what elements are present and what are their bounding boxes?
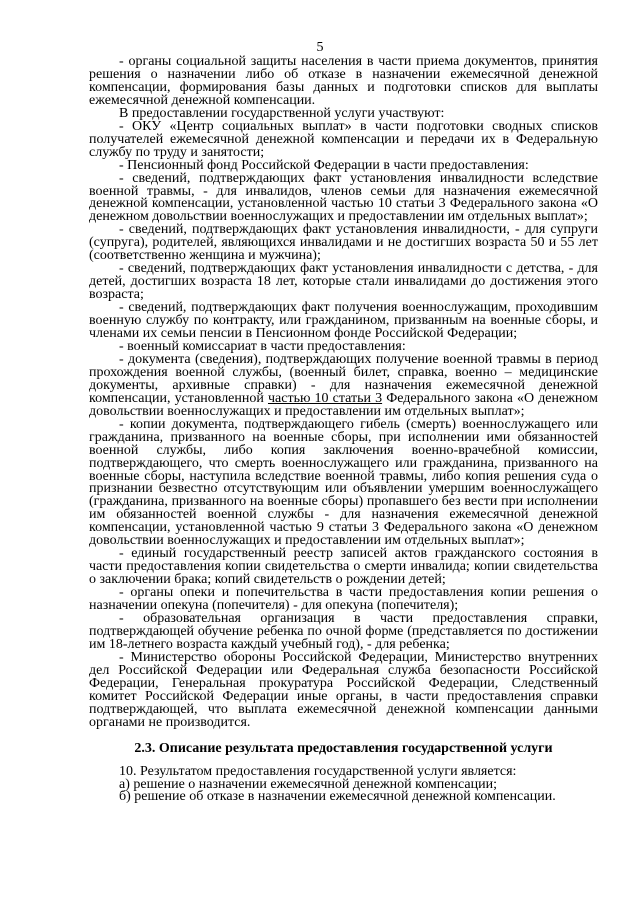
paragraph-guardianship-bodies: - органы опеки и попечительства в части предоставления копии решения о назначении опекуна (попечителя) - для опекуна (попечителя); xyxy=(89,585,598,614)
paragraph-social-payments-center: - ОКУ «Центр социальных выплат» в части подготовки сводных списков получателей ежемесячной денежной компенсации и передачи их в Федеральную службу по труду и занятости; xyxy=(89,118,598,160)
paragraph-military-trauma-documents xyxy=(89,351,598,419)
paragraph-civil-registry: - единый государственный реестр записей актов гражданского состояния в части предоставления копии свидетельства о смерти инвалида; копии свидетельства о заключении брака; копий свидетельств о рождении детей; xyxy=(89,546,598,588)
paragraph-result-intro: 10. Результатом предоставления государственной услуги является: xyxy=(119,763,517,779)
paragraph-educational-organization: - образовательная организация в части предоставления справки, подтверждающей обучение ребенка по очной форме (представляется по достижении им 18-летнего возраста каждый учебный год), - для ребенка; xyxy=(89,610,598,652)
paragraph-military-trauma-text-end: Федерального закона «О денежном довольствии военнослужащих и предоставлении им отдельных выплат»; xyxy=(89,390,598,419)
paragraph-disability-military-trauma: - сведений, подтверждающих факт установления инвалидности вследствие военной травмы, - для инвалидов, членов семьи для назначения ежемесячной денежной компенсации, установленной частью 10 статьи 3 Федерального закона «О денежном довольствии военнослужащих и предоставлении им отдельных выплат»; xyxy=(89,170,598,225)
paragraph-result-a: а) решение о назначении ежемесячной денежной компенсации; xyxy=(119,776,497,792)
paragraph-result-b: б) решение об отказе в назначении ежемесячной денежной компенсации. xyxy=(119,789,556,805)
paragraph-pension-fund: - Пенсионный фонд Российской Федерации в части предоставления: xyxy=(119,157,529,173)
page-number: 5 xyxy=(316,40,324,55)
law-part-10-article-3-link[interactable]: частью 10 статьи 3 xyxy=(267,390,383,406)
paragraph-death-documents: - копии документа, подтверждающего гибель (смерть) военнослужащего или гражданина, призванного на военные сборы, при исполнении ими обязанностей военной службы, либо копия заключения военно-врачебной комиссии, подтверждающего, что смерть военнослужащего или гражданина, призванного на военные сборы, наступила вследствие военной травмы, либо копия решения суда о признании безвестно отсутствующим или объявлении умершим военнослужащего (гражданина, призванного на военные сборы) пропавшего без вести при исполнении им обязанностей военной службы - для назначения ежемесячной денежной компенсации, установленной частью 9 статьи 3 Федерального закона «О денежном довольствии военнослужащих и предоставлении им отдельных выплат»; xyxy=(89,416,598,549)
paragraph-disability-children: - сведений, подтверждающих факт установления инвалидности с детства, - для детей, достигших возраста 18 лет, которые стали инвалидами до достижения этого возраста; xyxy=(89,261,598,303)
document-body xyxy=(89,56,598,804)
paragraph-participants-intro: В предоставлении государственной услуги участвуют: xyxy=(119,105,445,121)
paragraph-disability-spouse-parents: - сведений, подтверждающих факт установления инвалидности, - для супруги (супруга), родителей, являющихся инвалидами и не достигших возраста 50 и 55 лет (соответственно женщина и мужчина); xyxy=(89,222,598,264)
paragraph-social-protection-bodies: - органы социальной защиты населения в части приема документов, принятия решения о назначении либо об отказе в назначении ежемесячной денежной компенсации, формирования базы данных и подготовки списков для выплаты ежемесячной денежной компенсации. xyxy=(89,54,598,108)
paragraph-pension-receipt: - сведений, подтверждающих факт получения военнослужащим, проходившим военную службу по контракту, или гражданином, призванным на военные сборы, и членами их семьи пенсии в Пенсионном фонде Российской Федерации; xyxy=(89,300,598,342)
paragraph-military-commissariat: - военный комиссариат в части предоставления: xyxy=(119,338,406,354)
paragraph-ministries: - Министерство обороны Российской Федерации, Министерство внутренних дел Российской Федерации или Федеральная служба безопасности Российской Федерации, Генеральная прокуратура Российской Федерации, Следственный комитет Российской Федерации иные органы, в части предоставления справки подтверждающей, что выплата ежемесячной денежной компенсации данными органами не производится. xyxy=(89,649,598,730)
paragraph-military-trauma-text-start: - документа (сведения), подтверждающих получение военной травмы в период прохождения военной службы, (военный билет, справка, военно – медицинские документы, архивные справки) - для назначения ежемесячной денежной компенсации, установленной xyxy=(89,351,598,406)
section-heading: 2.3. Описание результата предоставления государственной услуги xyxy=(134,740,553,756)
